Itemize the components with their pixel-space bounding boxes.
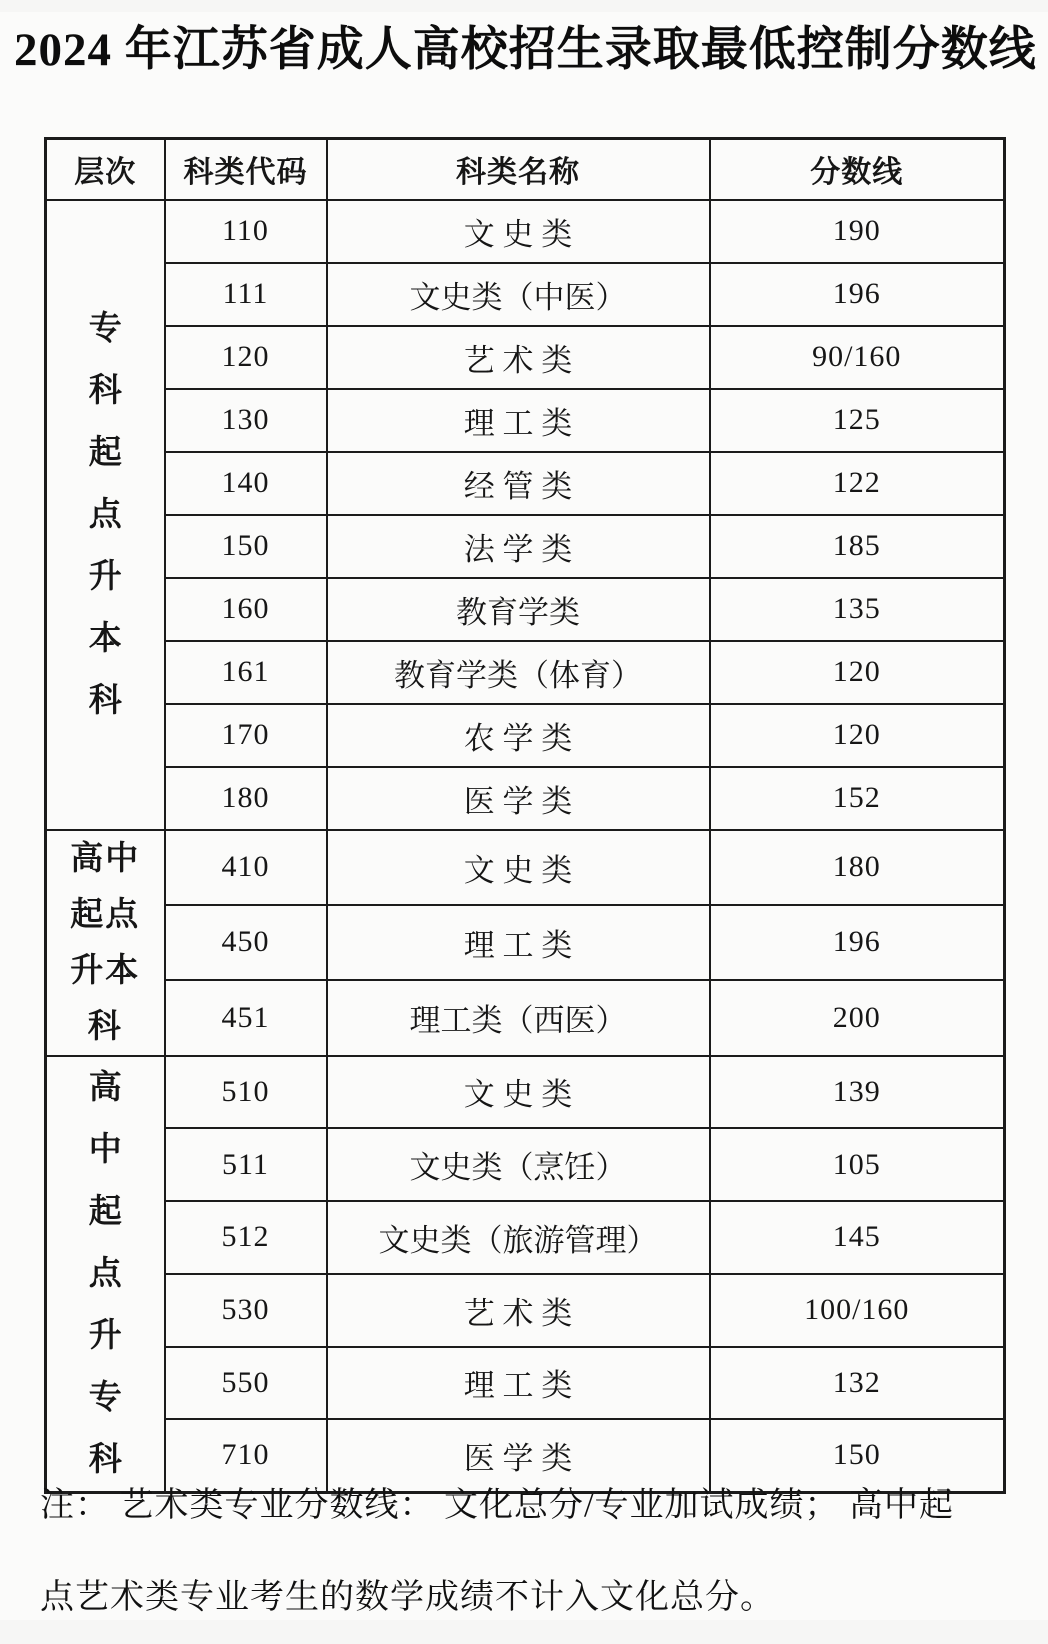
table-row — [46, 515, 1005, 578]
table-row — [46, 641, 1005, 704]
name-cell: 文 史 类 — [327, 200, 710, 263]
code-cell: 511 — [165, 1128, 327, 1201]
name-cell: 文 史 类 — [327, 830, 710, 905]
name-cell: 文 史 类 — [327, 1056, 710, 1129]
code-cell: 120 — [165, 326, 327, 389]
table-row — [46, 263, 1005, 326]
score-cell: 139 — [710, 1056, 1005, 1129]
code-cell: 160 — [165, 578, 327, 641]
code-cell: 161 — [165, 641, 327, 704]
code-cell: 130 — [165, 389, 327, 452]
code-cell: 410 — [165, 830, 327, 905]
page-title: 2024 年江苏省成人高校招生录取最低控制分数线 — [14, 24, 1037, 76]
table-row — [46, 578, 1005, 641]
footnote-line-2: 点艺术类专业考生的数学成绩不计入文化总分。 — [40, 1579, 775, 1616]
table-row — [46, 1056, 1005, 1129]
table-row — [46, 704, 1005, 767]
footnote — [40, 1460, 1020, 1644]
name-cell: 教育学类（体育） — [327, 641, 710, 704]
score-cell: 200 — [710, 980, 1005, 1055]
code-cell: 150 — [165, 515, 327, 578]
score-cell: 196 — [710, 905, 1005, 980]
score-cell: 150 — [710, 1419, 1005, 1492]
header-row — [46, 139, 1005, 200]
name-cell: 理工类（西医） — [327, 980, 710, 1055]
name-cell: 医 学 类 — [327, 1419, 710, 1492]
name-cell: 艺 术 类 — [327, 326, 710, 389]
score-cell: 120 — [710, 704, 1005, 767]
header-name: 科类名称 — [327, 139, 710, 200]
table-row — [46, 980, 1005, 1055]
code-cell: 111 — [165, 263, 327, 326]
table-row — [46, 905, 1005, 980]
table-row — [46, 1201, 1005, 1274]
header-score: 分数线 — [710, 139, 1005, 200]
level-label: 高中起点升专科 — [88, 1069, 122, 1478]
score-cell: 125 — [710, 389, 1005, 452]
score-cell: 135 — [710, 578, 1005, 641]
code-cell: 180 — [165, 767, 327, 830]
table-row — [46, 830, 1005, 905]
score-cell: 90/160 — [710, 326, 1005, 389]
name-cell: 农 学 类 — [327, 704, 710, 767]
level-group-benke-from-zhuanke — [46, 200, 165, 830]
header-level: 层次 — [46, 139, 165, 200]
score-cell: 185 — [710, 515, 1005, 578]
name-cell: 理 工 类 — [327, 905, 710, 980]
level-group-zhuanke-from-gaozhong — [46, 1056, 165, 1493]
name-cell: 文史类（旅游管理） — [327, 1201, 710, 1274]
score-cell: 105 — [710, 1128, 1005, 1201]
score-cell: 100/160 — [710, 1274, 1005, 1347]
level-label: 高中起点升本科 — [70, 840, 141, 1045]
name-cell: 文史类（烹饪） — [327, 1128, 710, 1201]
table-row — [46, 452, 1005, 515]
code-cell: 450 — [165, 905, 327, 980]
table-row — [46, 389, 1005, 452]
score-cell: 120 — [710, 641, 1005, 704]
name-cell: 文史类（中医） — [327, 263, 710, 326]
document-page — [0, 12, 1048, 1620]
code-cell: 110 — [165, 200, 327, 263]
code-cell: 140 — [165, 452, 327, 515]
code-cell: 451 — [165, 980, 327, 1055]
name-cell: 法 学 类 — [327, 515, 710, 578]
score-cell: 152 — [710, 767, 1005, 830]
header-code: 科类代码 — [165, 139, 327, 200]
score-cell: 180 — [710, 830, 1005, 905]
score-table — [44, 137, 1006, 1494]
name-cell: 艺 术 类 — [327, 1274, 710, 1347]
score-cell: 190 — [710, 200, 1005, 263]
score-cell: 122 — [710, 452, 1005, 515]
score-cell: 196 — [710, 263, 1005, 326]
code-cell: 710 — [165, 1419, 327, 1492]
name-cell: 教育学类 — [327, 578, 710, 641]
name-cell: 医 学 类 — [327, 767, 710, 830]
table-row — [46, 1274, 1005, 1347]
code-cell: 512 — [165, 1201, 327, 1274]
table-row — [46, 200, 1005, 263]
score-cell: 145 — [710, 1201, 1005, 1274]
score-cell: 132 — [710, 1347, 1005, 1420]
table-row — [46, 1347, 1005, 1420]
table-row — [46, 1128, 1005, 1201]
code-cell: 510 — [165, 1056, 327, 1129]
table-row — [46, 326, 1005, 389]
level-group-benke-from-gaozhong — [46, 830, 165, 1056]
footnote-line-1: 注： 艺术类专业分数线： 文化总分/专业加试成绩； 高中起 — [40, 1487, 954, 1524]
name-cell: 经 管 类 — [327, 452, 710, 515]
name-cell: 理 工 类 — [327, 1347, 710, 1420]
code-cell: 530 — [165, 1274, 327, 1347]
level-label: 专科起点升本科 — [88, 310, 122, 719]
code-cell: 550 — [165, 1347, 327, 1420]
code-cell: 170 — [165, 704, 327, 767]
table-row — [46, 767, 1005, 830]
name-cell: 理 工 类 — [327, 389, 710, 452]
